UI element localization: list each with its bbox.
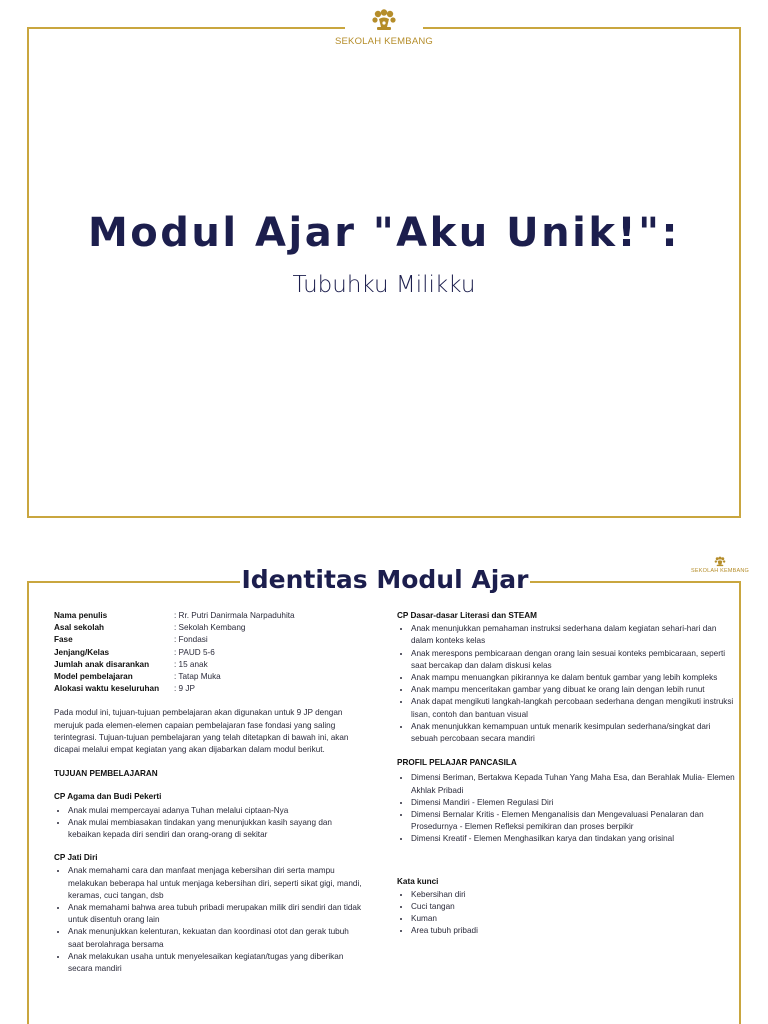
list-item: • Anak mampu menceritakan gambar yang dibuat ke orang lain dengan lebih runut: [411, 684, 739, 696]
cover-border-top-left: [27, 27, 345, 29]
brand-name: SEKOLAH KEMBANG: [334, 36, 434, 47]
cp-literasi-list: [397, 623, 739, 745]
keywords-title: Kata kunci: [397, 876, 439, 886]
list-item: • Anak memahami bahwa area tubuh pribadi merupakan milik diri sendiri dan tidak untuk disentuh orang lain: [68, 902, 366, 926]
school-logo-small-icon: [713, 556, 727, 568]
meta-row: [54, 610, 366, 622]
meta-value: : Rr. Putri Danirmala Narpaduhita: [174, 611, 295, 620]
meta-row: [54, 683, 366, 695]
list-item: • Anak melakukan usaha untuk menyelesaikan kegiatan/tugas yang diberikan secara mandiri: [68, 951, 366, 975]
meta-row: [54, 634, 366, 646]
identity-right-column: [397, 610, 739, 938]
cover-title: Modul Ajar "Aku Unik!":: [88, 210, 680, 256]
list-item: • Anak mulai mempercayai adanya Tuhan melalui ciptaan-Nya: [68, 805, 366, 817]
meta-key: Model pembelajaran: [54, 672, 133, 682]
identity-left-column: [54, 610, 366, 975]
meta-value: : Tatap Muka: [174, 672, 221, 682]
cover-subtitle: Tubuhku Milikku: [292, 272, 476, 298]
list-item: • Dimensi Kreatif - Elemen Menghasilkan karya dan tindakan yang orisinal: [411, 833, 739, 845]
meta-row: [54, 671, 366, 683]
meta-value: : Fondasi: [174, 635, 208, 645]
list-item: • Kuman: [411, 913, 739, 925]
meta-row: [54, 647, 366, 659]
cp-jati-diri-list: [54, 865, 366, 975]
list-item: • Anak merespons pembicaraan dengan orang lain sesuai konteks pembicaraan, seperti saat bercakap dan dalam diskusi kelas: [411, 648, 739, 672]
meta-value: : Sekolah Kembang: [174, 623, 246, 633]
list-item: • Anak menunjukkan kemampuan untuk menarik kesimpulan sederhana/singkat dari sebuah percobaan secara mandiri: [411, 721, 739, 745]
meta-key: Jumlah anak disarankan: [54, 659, 150, 669]
meta-value: : PAUD 5-6: [174, 647, 215, 657]
list-item: • Dimensi Beriman, Bertakwa Kepada Tuhan Yang Maha Esa, dan Berahlak Mulia- Elemen Akhlak Pribadi: [411, 772, 739, 796]
keywords-list: [397, 889, 739, 938]
identity-heading: Identitas Modul Ajar: [241, 565, 529, 594]
profil-list: [397, 772, 739, 845]
cp-jati-diri-title: CP Jati Diri: [54, 853, 98, 863]
meta-key: Jenjang/Kelas: [54, 647, 110, 657]
meta-key: Nama penulis: [54, 611, 108, 620]
meta-row: [54, 622, 366, 634]
cover-logo: [334, 8, 434, 47]
list-item: • Dimensi Mandiri - Elemen Regulasi Diri: [411, 797, 739, 809]
meta-value: : 15 anak: [174, 659, 208, 669]
meta-value: : 9 JP: [174, 684, 195, 694]
objectives-title: TUJUAN PEMBELAJARAN: [54, 769, 158, 779]
list-item: • Anak memahami cara dan manfaat menjaga kebersihan diri serta mampu melakukan beberapa hal untuk menjaga kebersihan diri, seperti sikat gigi, mandi, keramas, cuci tangan, dsb: [68, 865, 366, 902]
intro-paragraph: Pada modul ini, tujuan-tujuan pembelajaran akan digunakan untuk 9 JP dengan merujuk pada elemen-elemen capaian pembelajaran fase fondasi yang saling terintegrasi. Tujuan-tujuan pembelajaran yang telah ditetapkan di bawah ini, akan dicapai melalui empat kegiatan yang akan dijabarkan dalam modul berikut.: [54, 708, 349, 755]
list-item: • Anak dapat mengikuti langkah-langkah percobaan sederhana dengan mengikuti instruksi lisan, contoh dan bantuan visual: [411, 696, 739, 720]
cover-border-bottom: [27, 516, 741, 518]
list-item: • Anak menunjukkan pemahaman instruksi sederhana dalam kegiatan sehari-hari dan dalam konteks kelas: [411, 623, 739, 647]
meta-key: Asal sekolah: [54, 623, 105, 633]
meta-key: Fase: [54, 635, 73, 645]
page2-border-left: [27, 581, 29, 1024]
page2-border-right: [739, 581, 741, 1024]
cp-literasi-title: CP Dasar-dasar Literasi dan STEAM: [397, 611, 537, 620]
list-item: • Anak mulai membiasakan tindakan yang menunjukkan kasih sayang dan kebaikan kepada diri sendiri dan orang-orang di sekitar: [68, 817, 366, 841]
list-item: • Dimensi Bernalar Kritis - Elemen Menganalisis dan Mengevaluasi Penalaran dan Prosedurnya - Elemen Refleksi pemikiran dan proses berpikir: [411, 809, 739, 833]
cover-border-top-right: [423, 27, 741, 29]
profil-title: PROFIL PELAJAR PANCASILA: [397, 758, 517, 768]
page2-logo: [690, 556, 750, 574]
meta-row: [54, 659, 366, 671]
cp-agama-title: CP Agama dan Budi Pekerti: [54, 792, 162, 802]
meta-table: [54, 610, 366, 695]
list-item: • Kebersihan diri: [411, 889, 739, 901]
list-item: • Anak mampu menuangkan pikirannya ke dalam bentuk gambar yang lebih kompleks: [411, 672, 739, 684]
brand-name-small: SEKOLAH KEMBANG: [690, 568, 750, 574]
school-logo-icon: [369, 8, 399, 34]
list-item: • Anak menunjukkan kelenturan, kekuatan dan koordinasi otot dan gerak tubuh saat berolahraga bersama: [68, 926, 366, 950]
meta-key: Alokasi waktu keseluruhan: [54, 684, 160, 694]
list-item: • Cuci tangan: [411, 901, 739, 913]
cp-agama-list: [54, 805, 366, 842]
list-item: • Area tubuh pribadi: [411, 925, 739, 937]
